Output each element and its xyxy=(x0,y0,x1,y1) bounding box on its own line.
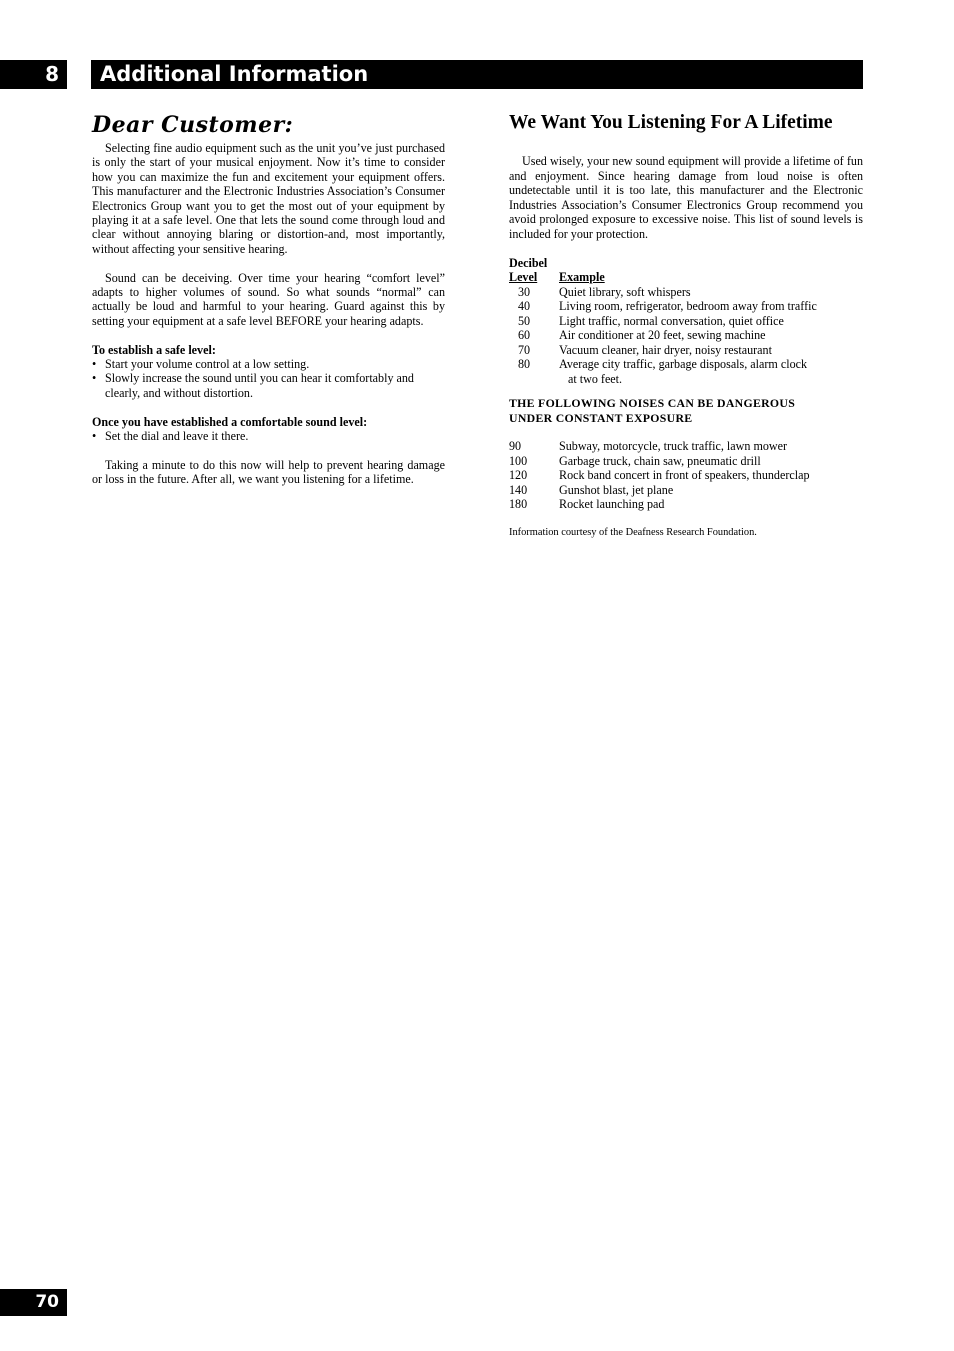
danger-warning-heading: THE FOLLOWING NOISES CAN BE DANGEROUS UNDER CONSTANT EXPOSURE xyxy=(509,396,796,425)
safe-level-list xyxy=(92,357,445,400)
table-row: 180 Rocket launching pad xyxy=(509,497,665,512)
danger-levels-table xyxy=(509,439,863,512)
bullet-icon: • xyxy=(92,357,97,372)
page-number: 70 xyxy=(0,1289,67,1316)
table-row: 30 Quiet library, soft whispers xyxy=(518,284,691,299)
right-column xyxy=(509,110,863,540)
list-item: • Start your volume control at a low setting. xyxy=(92,357,310,372)
table-row: 120 Rock band concert in front of speakers, thunderclap xyxy=(509,468,810,483)
safe-level-heading: To establish a safe level: xyxy=(92,342,216,357)
comfortable-level-heading: Once you have established a comfortable sound level: xyxy=(92,414,368,429)
table-header-row xyxy=(509,270,863,285)
courtesy-note: Information courtesy of the Deafness Research Foundation. xyxy=(509,526,757,538)
table-row: 80 Average city traffic, garbage disposals, alarm clock xyxy=(518,357,808,371)
lifetime-heading: We Want You Listening For A Lifetime xyxy=(509,112,833,133)
table-row: 140 Gunshot blast, jet plane xyxy=(509,482,674,497)
safe-levels-table xyxy=(509,285,863,387)
table-row: 40 Living room, refrigerator, bedroom away from traffic xyxy=(518,299,817,313)
table-row: 50 Light traffic, normal conversation, quiet office xyxy=(518,313,784,328)
dear-customer-heading: Dear Customer: xyxy=(92,112,294,138)
level80-continuation: at two feet. xyxy=(568,371,623,386)
lifetime-intro-paragraph: Used wisely, your new sound equipment will provide a lifetime of fun and enjoyment. Since hearing damage from loud noise is often undetectable until it is too late, this manufacturer and the Electronic Industries Association’s Consumer Electronics Group recommend you avoid prolonged exposure to excessive noise. This list of sound levels is included for your protection. xyxy=(509,154,863,241)
intro-paragraph: Selecting fine audio equipment such as the unit you’ve just purchased is only the start of your musical enjoyment. Now it’s time to consider how you can maximize the fun and excitement your equipment offers. This manufacturer and the Electronic Industries Association’s Consumer Electronics Group want you to get the most out of your equipment by playing it at a safe level. One that lets the sound come through loud and clear without annoying blaring or distortion-and, most importantly, without affecting your sensitive hearing. xyxy=(92,141,445,256)
chapter-title: Additional Information xyxy=(91,60,863,89)
list-item: • Set the dial and leave it there. xyxy=(92,429,249,444)
table-row: 60 Air conditioner at 20 feet, sewing machine xyxy=(518,328,766,342)
example-column-header: Example xyxy=(559,270,605,284)
comfort-level-paragraph: Sound can be deceiving. Over time your hearing “comfort level” adapts to higher volumes of sound. So what sounds “normal” can actually be loud and harmful to your hearing. Guard against this by setting your equipment at a safe level BEFORE your hearing adapts. xyxy=(92,270,445,328)
left-column xyxy=(92,111,445,487)
level-column-header: Level xyxy=(509,270,538,284)
table-row: 90 Subway, motorcycle, truck traffic, lawn mower xyxy=(509,439,788,454)
list-item: • Slowly increase the sound until you can hear it comfortably and clearly, and without distortion. xyxy=(92,371,414,400)
closing-paragraph: Taking a minute to do this now will help to prevent hearing damage or loss in the future. After all, we want you listening for a lifetime. xyxy=(92,457,445,487)
bullet-icon: • xyxy=(92,429,97,444)
decibel-label: Decibel xyxy=(509,255,548,270)
bullet-icon: • xyxy=(92,371,97,386)
comfortable-level-list xyxy=(92,429,445,443)
chapter-number: 8 xyxy=(0,60,67,89)
table-row: 70 Vacuum cleaner, hair dryer, noisy restaurant xyxy=(518,342,772,357)
table-row: 100 Garbage truck, chain saw, pneumatic drill xyxy=(509,453,761,468)
